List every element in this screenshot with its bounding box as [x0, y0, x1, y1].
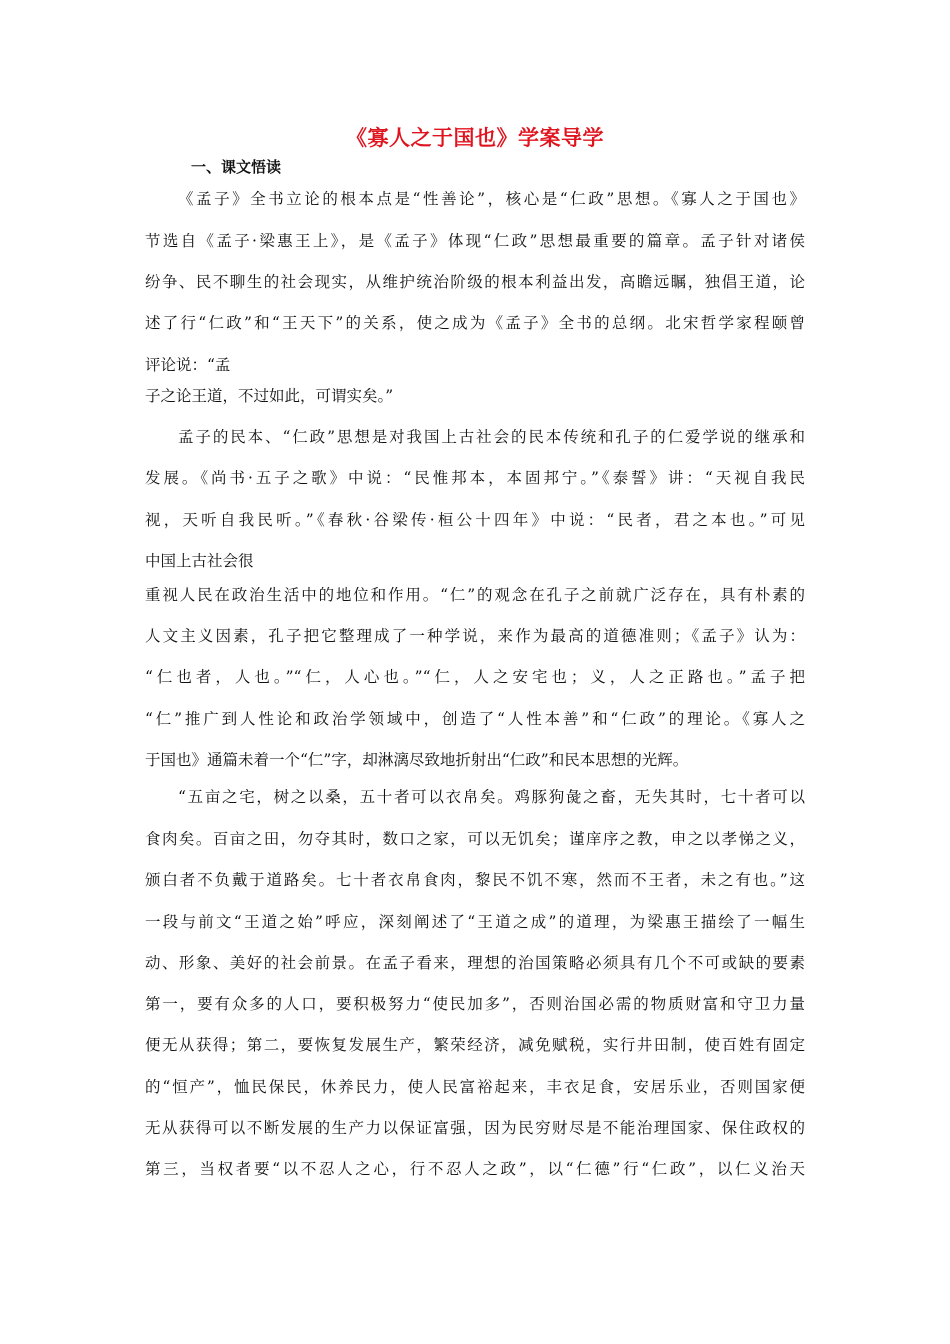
- text-line: 述了行“仁政”和“王天下”的关系，使之成为《孟子》全书的总纲。北宋哲学家程颐曾: [145, 314, 805, 332]
- text-line: 一段与前文“王道之始”呼应，深刻阐述了“王道之成”的道理，为梁惠王描绘了一幅生: [145, 913, 805, 931]
- text-line: 人文主义因素，孔子把它整理成了一种学说，来作为最高的道德准则；《孟子》认为：: [145, 627, 805, 645]
- text-line: 于国也》通篇未着一个“仁”字，却淋漓尽致地折射出“仁政”和民本思想的光辉。: [145, 751, 689, 769]
- text-line: 第一，要有众多的人口，要积极努力“使民加多”，否则治国必需的物质财富和守卫力量: [145, 995, 805, 1013]
- text-line: 重视人民在政治生活中的地位和作用。“仁”的观念在孔子之前就广泛存在，具有朴素的: [145, 586, 805, 604]
- text-line: 颁白者不负戴于道路矣。七十者衣帛食肉，黎民不饥不寒，然而不王者，未之有也。”这: [145, 871, 805, 889]
- text-line: 便无从获得；第二，要恢复发展生产，繁荣经济，减免赋税，实行井田制，使百姓有固定: [145, 1036, 805, 1054]
- text-line: 发展。《尚书·五子之歌》中说：“民惟邦本，本固邦宁。”《泰誓》讲：“天视自我民: [145, 469, 805, 487]
- text-line: 视，天听自我民听。”《春秋·谷梁传·桓公十四年》中说：“民者，君之本也。”可见: [145, 511, 805, 529]
- text-line: 子之论王道，不过如此，可谓实矣。”: [145, 387, 394, 405]
- text-line: “五亩之宅，树之以桑，五十者可以衣帛矣。鸡豚狗彘之畜，无失其时，七十者可以: [178, 788, 805, 806]
- text-line: 纷争、民不聊生的社会现实，从维护统治阶级的根本利益出发，高瞻远瞩，独倡王道，论: [145, 273, 805, 291]
- text-line: 节选自《孟子·梁惠王上》，是《孟子》体现“仁政”思想最重要的篇章。孟子针对诸侯: [145, 232, 805, 250]
- text-line: 评论说：“孟: [145, 356, 231, 374]
- text-line: 第三，当权者要“以不忍人之心，行不忍人之政”，以“仁德”行“仁政”，以仁义治天: [145, 1160, 805, 1178]
- page-title: 《寡人之于国也》学案导学: [346, 125, 604, 150]
- text-line: “仁也者，人也。”“仁，人心也。”“仁，人之安宅也；义，人之正路也。”孟子把: [145, 668, 805, 686]
- text-line: 无从获得可以不断发展的生产力以保证富强，因为民穷财尽是不能治理国家、保住政权的: [145, 1119, 805, 1137]
- section-heading: 一、课文悟读: [191, 158, 282, 176]
- text-line: 孟子的民本、“仁政”思想是对我国上古社会的民本传统和孔子的仁爱学说的继承和: [178, 428, 805, 446]
- text-line: 食肉矣。百亩之田，勿夺其时，数口之家，可以无饥矣；谨庠序之教，申之以孝悌之义，: [145, 830, 805, 848]
- text-line: 《孟子》全书立论的根本点是“性善论”，核心是“仁政”思想。《寡人之于国也》: [178, 190, 805, 208]
- text-line: 的“恒产”，恤民保民，休养民力，使人民富裕起来，丰衣足食，安居乐业，否则国家便: [145, 1078, 805, 1096]
- text-line: 动、形象、美好的社会前景。在孟子看来，理想的治国策略必须具有几个不可或缺的要素: [145, 954, 805, 972]
- text-line: 中国上古社会很: [145, 552, 254, 570]
- text-line: “仁”推广到人性论和政治学领域中，创造了“人性本善”和“仁政”的理论。《寡人之: [145, 710, 805, 728]
